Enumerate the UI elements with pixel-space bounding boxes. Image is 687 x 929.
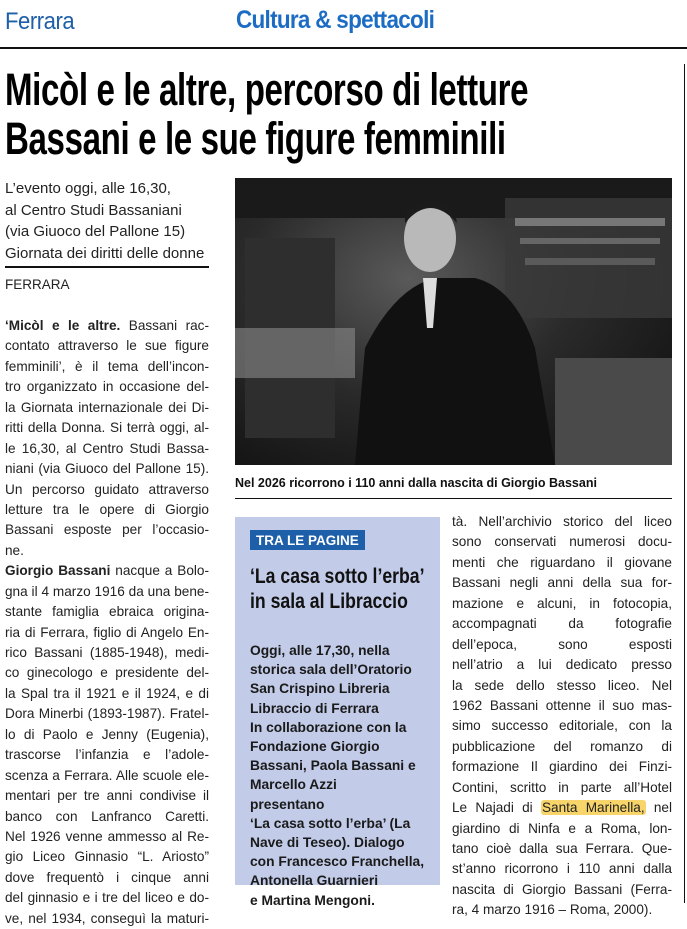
article-body-right: [452, 512, 672, 921]
sidebar-tag: TRA LE PAGINE: [250, 530, 365, 550]
line-text: Bassani rac-: [120, 318, 209, 333]
sidebar-line: Antonella Guarnieri: [250, 873, 379, 889]
sidebar-line: ‘La casa sotto l’erba’ (La: [250, 815, 411, 831]
lead-in: ‘Micòl e le altre.: [5, 318, 121, 333]
headline-line-1: Micòl e le altre, percorso di letture: [5, 64, 529, 115]
sidebar-line: In collaborazione con la: [250, 719, 407, 735]
text-line: sono conservati numerosi docu-: [452, 534, 672, 550]
summary-line: L’evento oggi, alle 16,30,: [5, 180, 171, 197]
text-line: del ginnasio e i tre del liceo e do-: [5, 890, 209, 906]
text-line: menti che riguardano il giovane: [452, 554, 672, 570]
newspaper-city-label: Ferrara: [5, 8, 75, 35]
text-line: nascita di Giorgio Bassani (Ferra-: [452, 881, 672, 897]
text-line: ritti della Donna. Si terrà oggi, al-: [5, 420, 209, 436]
text-line: tro organizzato in occasione del-: [5, 379, 209, 395]
text-line: ve, nel 1934, conseguì la maturi-: [5, 910, 209, 926]
text-line: letture tra le opere di Giorgio: [5, 501, 209, 517]
text-line: trascorse l’infanzia e l’adole-: [5, 747, 209, 763]
text-line: lo di Paolo e Jenny (Eugenia),: [5, 726, 209, 742]
photo-illustration: [235, 178, 672, 465]
text-line: simo successo editoriale, con la: [452, 718, 672, 734]
text-line: Le Najadi di Santa Marinella, nel: [452, 800, 672, 816]
text-line: la Giornata internazionale dei Di-: [5, 399, 209, 415]
text-line: accompagnati da fotografie: [452, 616, 672, 632]
summary-divider: [5, 266, 209, 268]
sidebar-line: presentano: [250, 796, 325, 812]
text-line: Dora Minerbi (1893-1987). Fratel-: [5, 706, 209, 722]
headline-line-2: Bassani e le sue figure femminili: [5, 113, 506, 164]
summary-line: al Centro Studi Bassaniani: [5, 201, 182, 219]
summary-line: Giornata dei diritti delle donne: [5, 244, 205, 262]
photo-caption: Nel 2026 ricorrono i 110 anni dalla nascita di Giorgio Bassani: [235, 476, 597, 490]
section-title: Cultura & spettacoli: [236, 6, 435, 34]
sidebar-line: San Crispino Libreria: [250, 681, 390, 697]
text-line: Nel 1926 venne ammesso al Re-: [5, 828, 209, 844]
text-line: stante famiglia ebraica origina-: [5, 604, 209, 620]
text-line: Bassani esposte per l’occasio-: [5, 522, 209, 538]
text-line: niani (via Giuoco del Pallone 15).: [5, 461, 209, 477]
text-line: dell’epoca, sono esposti: [452, 636, 672, 652]
lead-in: Giorgio Bassani: [5, 563, 111, 579]
caption-divider: [235, 498, 672, 499]
sidebar-body: [250, 641, 424, 910]
text-line: formazione Il giardino dei Finzi-: [452, 759, 672, 775]
text-line: tano cioè dalla sua Ferrara. Que-: [452, 841, 672, 856]
sidebar-line: e Martina Mengoni.: [250, 892, 375, 908]
column-divider: [684, 64, 685, 903]
text-line: gio Liceo Ginnasio “L. Ariosto”: [5, 849, 209, 865]
summary: [5, 178, 215, 264]
sidebar-line: Marcello Azzi: [250, 777, 337, 793]
highlighted-text: Santa Marinella,: [541, 800, 645, 816]
dateline: FERRARA: [5, 277, 70, 292]
text-line: banco con Lanfranco Caretti.: [5, 808, 209, 824]
text-line: giardino di Ninfa e a Roma, lon-: [452, 820, 672, 836]
text-line: scenza a Ferrara. Alle scuole ele-: [5, 767, 209, 783]
text-line: Bassani negli anni della sua for-: [452, 575, 672, 591]
sidebar-line: Libraccio di Ferrara: [250, 700, 379, 716]
sidebar-line: Fondazione Giorgio: [250, 739, 380, 755]
text-line: ne.: [5, 542, 24, 558]
text-line: co ginecologo e presidente del-: [5, 665, 209, 681]
text-line: mazione e alcuni, in fotocopia,: [452, 595, 672, 611]
sidebar-line: con Francesco Franchella,: [250, 854, 425, 870]
text-line: femminili’, è il tema dell’incon-: [5, 358, 209, 374]
text-line: dove frequentò i cinque anni: [5, 869, 209, 885]
text-line: Un percorso guidato attraverso: [5, 481, 209, 497]
sidebar-title-line: in sala al Libraccio: [250, 590, 408, 613]
sidebar-box: [235, 517, 440, 908]
text-line: tà. Nell’archivio storico del liceo: [452, 514, 672, 529]
text-line: la sede dello stesso liceo. Nel: [452, 677, 672, 693]
bassani-photo: [235, 178, 672, 465]
text-line: ria di Ferrara, figlio di Angelo En-: [5, 624, 209, 640]
article-body-left: [5, 316, 209, 929]
text-line: mentari per tre anni condivise il: [5, 788, 209, 804]
text-line: rico Bassani (1885-1948), medi-: [5, 645, 209, 660]
text-line: [5, 316, 209, 336]
text-line: nell’atrio a lui dedicato presso: [452, 657, 672, 673]
text-line: gna il 4 marzo 1916 da una bene-: [5, 583, 209, 599]
sidebar-line: storica sala dell’Oratorio: [250, 662, 412, 678]
text-line: [5, 561, 209, 581]
text-line: pubblicazione del romanzo di: [452, 738, 672, 754]
sidebar-title: [250, 564, 425, 614]
text-line: la Spal tra il 1921 e il 1924, e di: [5, 685, 209, 701]
text-line: ra, 4 marzo 1916 – Roma, 2000).: [452, 902, 653, 918]
text-line: le 16,30, al Centro Studi Bassa-: [5, 440, 209, 456]
sidebar-line: Oggi, alle 17,30, nella: [250, 643, 390, 658]
text-line: st’anno ricorrono i 110 anni dalla: [452, 861, 672, 877]
line-text: nacque a Bolo-: [110, 563, 209, 579]
sidebar-line: Nave di Teseo). Dialogo: [250, 835, 405, 851]
text-line: 1962 Bassani ottenne il suo mas-: [452, 697, 672, 713]
text-line: contato attraverso le sue figure: [5, 338, 209, 354]
sidebar-line: Bassani, Paola Bassani e: [250, 758, 416, 774]
sidebar-title-line: ‘La casa sotto l’erba’: [250, 565, 425, 588]
header-divider: [0, 47, 687, 49]
summary-line: (via Giuoco del Pallone 15): [5, 223, 186, 240]
text-line: Contini, scritto in parte all’Hotel: [452, 779, 672, 795]
